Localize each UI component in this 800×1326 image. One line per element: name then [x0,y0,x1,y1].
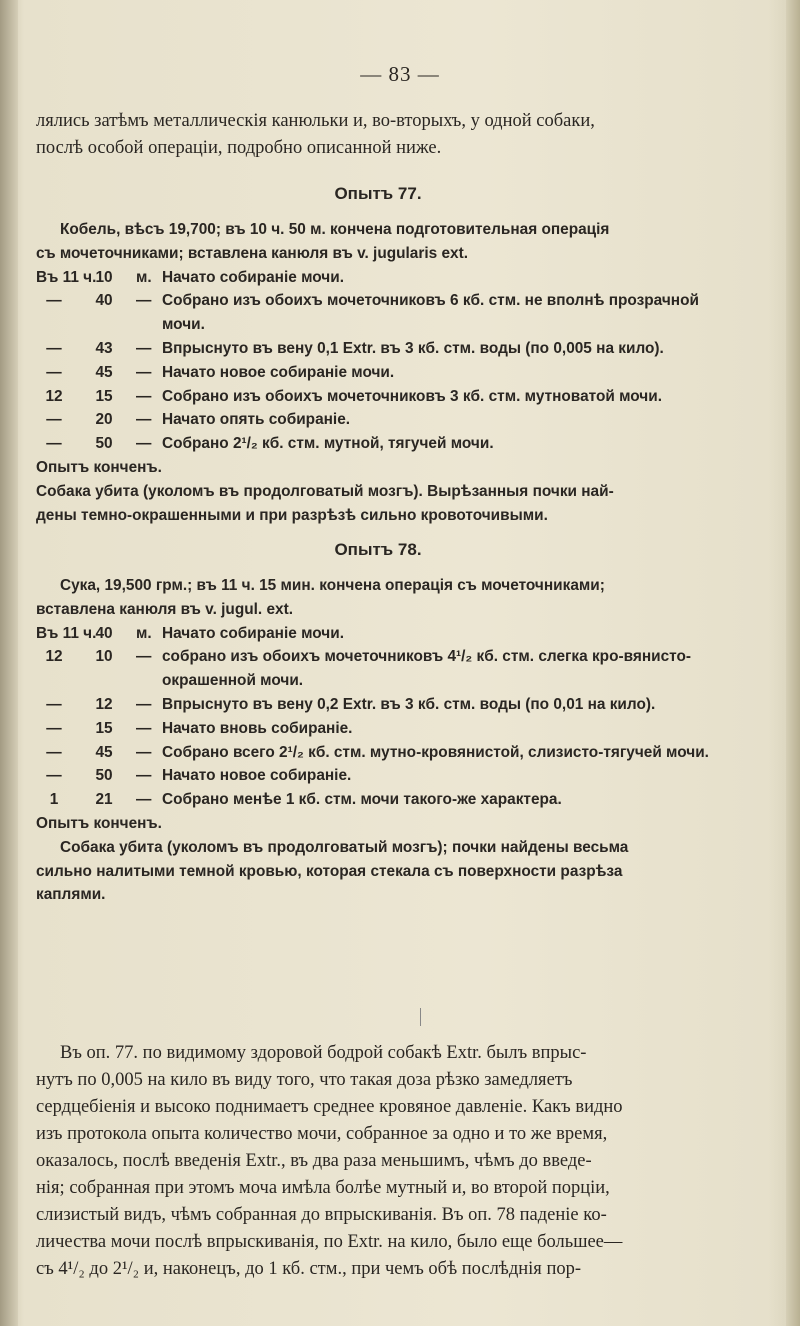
protocol-minute: 15 [95,719,113,737]
protocol-hour: — [46,719,62,737]
protocol-minute: 50 [95,767,113,785]
experiment-protocol [36,218,720,527]
protocol-entry: Собрано 2¹/₂ кб. стм. мутной, тягучей мочи. [162,435,494,453]
text-line: Собака убита (уколомъ въ продолговатый мозгъ). Вырѣзанныя почки най- [36,482,614,500]
text-line: каплями. [36,886,106,904]
protocol-row [36,741,720,765]
protocol-hour: — [46,292,62,310]
protocol-hour: — [46,435,62,453]
text-line: съ 4¹/₂ до 2¹/₂ и, наконецъ, до 1 кб. стм., при чемъ обѣ послѣднія пор- [36,1259,582,1279]
protocol-hour: — [46,339,62,357]
protocol-entry: Собрано всего 2¹/₂ кб. стм. мутно-кровянистой, слизисто-тягучей мочи. [162,743,709,761]
protocol-minute: 50 [95,435,113,453]
intro-paragraph [36,108,720,162]
protocol-dash: — [136,791,152,809]
protocol-entry: Собрано менѣе 1 кб. стм. мочи такого-же характера. [162,791,562,809]
text-line: сильно налитыми темной кровью, которая стекала съ поверхности разрѣза [36,862,623,880]
text-line: личества мочи послѣ впрыскиванія, по Extr. на кило, было еще большее— [36,1232,623,1252]
protocol-row [36,432,720,456]
section-divider [420,1008,421,1026]
protocol-entry: Собрано изъ обоихъ мочеточниковъ 6 кб. стм. не вполнѣ прозрачной мочи. [162,292,699,334]
protocol-dash: — [136,743,152,761]
protocol-minute: 12 [95,695,113,713]
protocol-entry: Впрыснуто въ вену 0,2 Extr. въ 3 кб. стм. воды (по 0,01 на кило). [162,695,656,713]
text-line: оказалось, послѣ введенія Extr., въ два раза меньшимъ, чѣмъ до введе- [36,1151,592,1171]
protocol-minute: 10 [95,268,113,286]
protocol-row [36,408,720,432]
text-line: нутъ по 0,005 на кило въ виду того, что такая доза рѣзко замедляетъ [36,1070,573,1090]
text-line: Кобель, вѣсъ 19,700; въ 10 ч. 50 м. кончена подготовительная операція [60,221,610,238]
text-line: Собака убита (уколомъ въ продолговатый мозгъ); почки найдены весьма [60,838,629,856]
protocol-dash: — [136,695,152,713]
protocol-entry: Начато новое собираніе. [162,767,352,785]
page-number: — 83 — [360,62,440,86]
protocol-dash: — [136,411,152,429]
experiment-heading: Опытъ 78. [334,540,422,559]
text-line: нія; собранная при этомъ моча имѣла болѣе мутный и, во второй порціи, [36,1178,610,1198]
protocol-entry: Начато вновь собираніе. [162,719,353,737]
protocol-minute: 40 [95,292,113,310]
protocol-entry: Собрано изъ обоихъ мочеточниковъ 3 кб. стм. мутноватой мочи. [162,387,662,405]
experiment-heading: Опытъ 77. [334,184,422,203]
text-line: дены темно-окрашенными и при разрѣзѣ сильно кровоточивыми. [36,506,548,524]
text-line: Опытъ конченъ. [36,814,162,832]
protocol-minute: 21 [95,791,113,809]
protocol-minute: 40 [95,624,113,642]
protocol-entry: Начато собираніе мочи. [162,268,344,286]
protocol-row [36,645,720,693]
protocol-entry: Впрыснуто въ вену 0,1 Extr. въ 3 кб. стм. воды (по 0,005 на кило). [162,339,664,357]
protocol-hour: — [46,411,62,429]
protocol-entry: Начато новое собираніе мочи. [162,363,395,381]
protocol-dash: — [136,767,152,785]
protocol-hour: 12 [45,648,63,666]
protocol-dash: — [136,648,152,666]
protocol-entry: Начато опять собираніе. [162,411,351,429]
protocol-hour: — [46,363,62,381]
text-line: Опытъ конченъ. [36,458,162,476]
page-edge [786,0,800,1326]
protocol-minute: 15 [95,387,113,405]
protocol-hour: 1 [49,791,59,809]
protocol-dash: — [136,719,152,737]
protocol-hour: — [46,695,62,713]
text-line: Сука, 19,500 грм.; въ 11 ч. 15 мин. кончена операція съ мочеточниками; [60,577,605,594]
protocol-dash: — [136,435,152,453]
protocol-dash: — [136,339,152,357]
protocol-dash: — [136,387,152,405]
page-binding-shadow [0,0,18,1326]
text-line: послѣ особой операціи, подробно описанной ниже. [36,138,442,158]
protocol-dash: — [136,292,152,310]
protocol-minute: 43 [95,339,113,357]
protocol-dash: — [136,363,152,381]
experiment-77 [36,184,720,527]
protocol-row [36,266,720,290]
protocol-row [36,788,720,812]
protocol-row [36,361,720,385]
text-line: вставлена канюля въ v. jugul. ext. [36,600,293,618]
discussion-paragraph [36,1040,720,1283]
protocol-hour: — [46,767,62,785]
protocol-minute: 45 [95,363,113,381]
experiment-protocol [36,574,720,907]
protocol-dash: м. [136,624,152,642]
protocol-row [36,693,720,717]
protocol-hour: 12 [45,387,63,405]
text-line: лялись затѣмъ металлическія канюльки и, во-вторыхъ, у одной собаки, [36,111,595,131]
text-line: Въ оп. 77. по видимому здоровой бодрой собакѣ Extr. былъ впрыс- [60,1043,587,1063]
protocol-row [36,717,720,741]
protocol-entry: Начато собираніе мочи. [162,624,344,642]
experiment-78 [36,540,720,907]
protocol-minute: 45 [95,743,113,761]
protocol-row [36,289,720,337]
text-line: съ мочеточниками; вставлена канюля въ v. jugularis ext. [36,244,468,262]
protocol-hour: Въ 11 ч. [36,624,97,642]
protocol-hour: — [46,743,62,761]
protocol-dash: м. [136,268,152,286]
protocol-minute: 10 [95,648,113,666]
protocol-row [36,337,720,361]
protocol-row [36,764,720,788]
protocol-entry: собрано изъ обоихъ мочеточниковъ 4¹/₂ кб. стм. слегка кро-вянисто-окрашенной мочи. [162,648,692,690]
protocol-row [36,385,720,409]
protocol-row [36,622,720,646]
text-line: слизистый видъ, чѣмъ собранная до впрыскиванія. Въ оп. 78 паденіе ко- [36,1205,607,1225]
text-line: изъ протокола опыта количество мочи, собранное за одно и то же время, [36,1124,608,1144]
protocol-minute: 20 [95,411,113,429]
protocol-hour: Въ 11 ч. [36,268,97,286]
text-line: сердцебіенія и высоко поднимаетъ среднее кровяное давленіе. Какъ видно [36,1097,623,1117]
